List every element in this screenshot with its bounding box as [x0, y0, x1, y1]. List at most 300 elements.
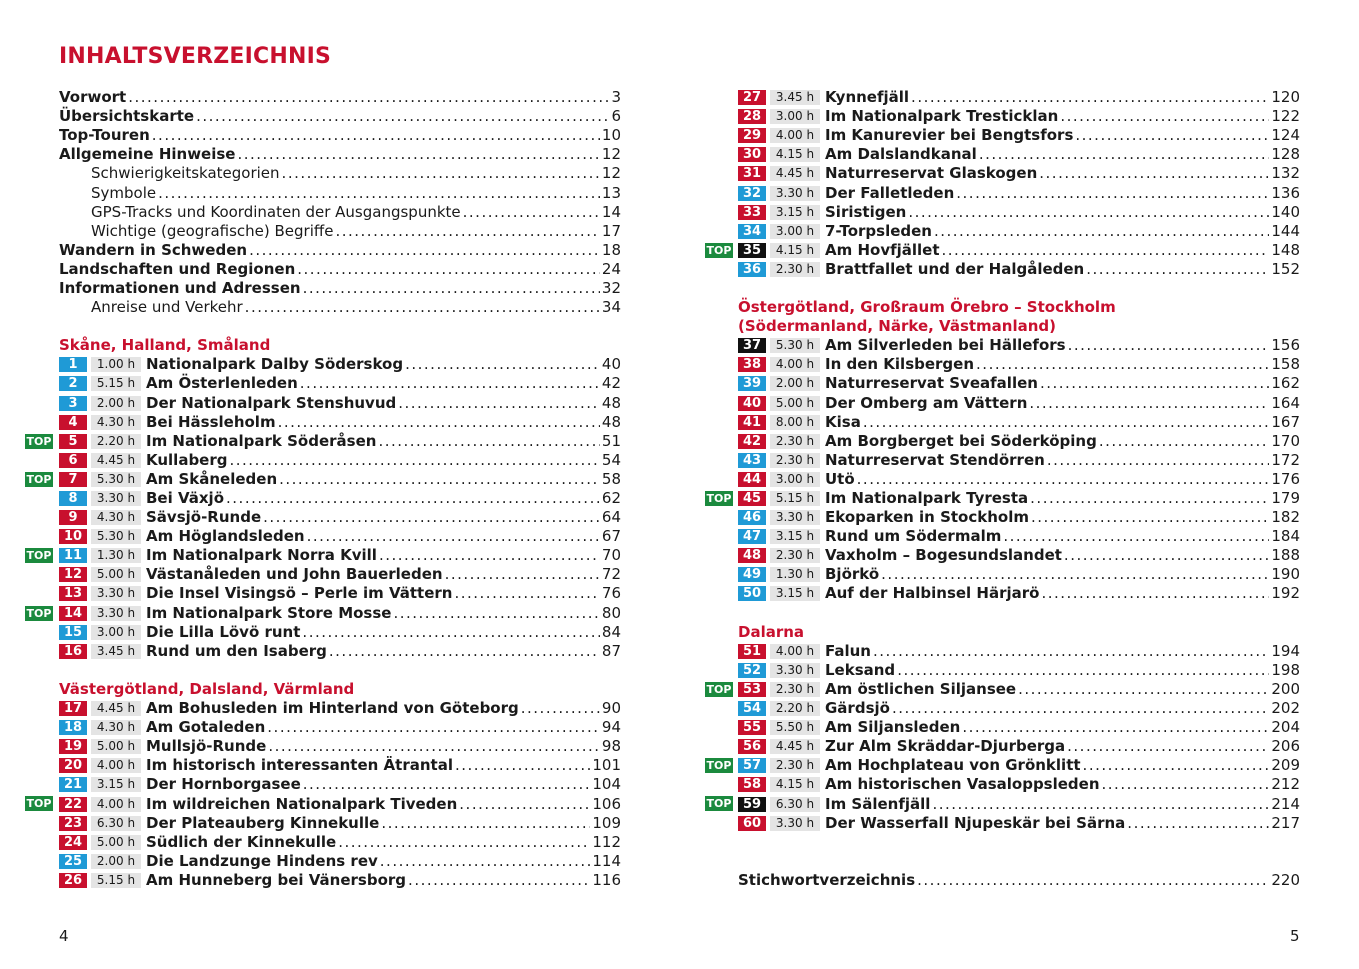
- tour-entry[interactable]: [59, 871, 621, 890]
- entry-page-number: 42: [601, 374, 621, 393]
- dot-leader: [282, 164, 600, 183]
- duration-badge: 5.30 h: [91, 529, 141, 544]
- entry-title: Im Nationalpark Tyresta: [825, 489, 1029, 508]
- duration-badge: 4.15 h: [770, 147, 820, 162]
- entry-title: Am Skåneleden: [146, 469, 278, 488]
- entry-page-number: 202: [1271, 699, 1300, 718]
- dot-leader: [268, 737, 600, 756]
- toc-entry[interactable]: [59, 145, 621, 164]
- tour-entry[interactable]: [738, 565, 1300, 584]
- top-tour-badge: TOP: [26, 606, 52, 620]
- tour-number-badge: 46: [738, 510, 766, 525]
- tour-entry[interactable]: [738, 546, 1300, 565]
- top-tour-badge: TOP: [26, 797, 52, 811]
- top-tour-badge: TOP: [706, 243, 732, 257]
- tour-entry[interactable]: [738, 164, 1300, 183]
- tour-entry[interactable]: [738, 413, 1300, 432]
- tour-entry[interactable]: [26, 431, 621, 451]
- duration-badge: 3.30 h: [91, 606, 141, 621]
- tour-number-badge: 39: [738, 376, 766, 391]
- duration-badge: 5.50 h: [770, 720, 820, 735]
- entry-title: Im Nationalpark Norra Kvill: [146, 546, 377, 565]
- tour-entry[interactable]: [738, 775, 1300, 794]
- tour-entry[interactable]: [738, 394, 1300, 413]
- dot-leader: [279, 470, 600, 489]
- dot-leader: [196, 107, 609, 126]
- tour-number-badge: 12: [59, 567, 87, 582]
- tour-number-badge: 37: [738, 338, 766, 353]
- entry-title: Am Borgberget bei Söderköping: [825, 431, 1097, 450]
- tour-entry[interactable]: [738, 145, 1300, 164]
- dot-leader: [278, 413, 600, 432]
- entry-page-number: 54: [601, 450, 621, 469]
- dot-leader: [979, 145, 1270, 164]
- entry-title: Landschaften und Regionen: [59, 259, 296, 278]
- dot-leader: [302, 623, 599, 642]
- dot-leader: [1003, 527, 1269, 546]
- dot-leader: [1067, 737, 1269, 756]
- tour-entry[interactable]: [738, 374, 1300, 393]
- entry-page-number: 98: [601, 737, 621, 756]
- tour-entry[interactable]: [738, 203, 1300, 222]
- tour-entry[interactable]: [59, 775, 621, 794]
- entry-title: Auf der Halbinsel Härjarö: [825, 584, 1040, 603]
- dot-leader: [911, 88, 1269, 107]
- section-gap: [738, 833, 1300, 852]
- toc-entry[interactable]: [59, 107, 621, 126]
- dot-leader: [521, 699, 600, 718]
- entry-title: 7-Torpsleden: [825, 221, 932, 240]
- tour-entry[interactable]: [59, 394, 621, 413]
- tour-number-badge: 42: [738, 434, 766, 449]
- dot-leader: [976, 355, 1269, 374]
- dot-leader: [249, 241, 600, 260]
- entry-title: Utö: [825, 469, 855, 488]
- tour-entry[interactable]: [706, 489, 1300, 508]
- entry-page-number: 58: [601, 469, 621, 488]
- duration-badge: 3.15 h: [770, 586, 820, 601]
- dot-leader: [398, 394, 600, 413]
- tour-entry[interactable]: [59, 565, 621, 584]
- tour-entry[interactable]: [738, 260, 1300, 279]
- duration-badge: 4.30 h: [91, 510, 141, 525]
- toc-entry[interactable]: [59, 88, 621, 107]
- section-gap: [59, 317, 621, 336]
- duration-badge: 2.30 h: [770, 548, 820, 563]
- tour-number-badge: 11: [59, 548, 87, 563]
- entry-title: Symbole: [91, 183, 157, 202]
- entry-page-number: 17: [601, 221, 621, 240]
- entry-title: Am Hochplateau von Grönklitt: [825, 756, 1081, 775]
- tour-number-badge: 47: [738, 529, 766, 544]
- entry-page-number: 104: [592, 775, 621, 794]
- entry-page-number: 179: [1271, 489, 1300, 508]
- tour-entry[interactable]: [59, 718, 621, 737]
- entry-title: Bei Hässleholm: [146, 412, 276, 431]
- entry-page-number: 176: [1271, 469, 1300, 488]
- duration-badge: 1.00 h: [91, 357, 141, 372]
- entry-title: Rund um Södermalm: [825, 527, 1002, 546]
- entry-title: Kisa: [825, 412, 861, 431]
- entry-page-number: 220: [1271, 870, 1300, 889]
- duration-badge: 4.15 h: [770, 243, 820, 258]
- entry-title: Wichtige (geografische) Begriffe: [91, 221, 334, 240]
- tour-entry[interactable]: [706, 794, 1300, 813]
- tour-entry[interactable]: [706, 756, 1300, 775]
- tour-entry[interactable]: [59, 737, 621, 756]
- entry-page-number: 3: [611, 88, 621, 107]
- entry-page-number: 62: [601, 489, 621, 508]
- tour-entry[interactable]: [26, 794, 621, 813]
- dot-leader: [158, 184, 600, 203]
- duration-badge: 2.00 h: [91, 854, 141, 869]
- entry-page-number: 32: [601, 278, 621, 297]
- entry-page-number: 12: [601, 145, 621, 164]
- entry-title: Am Höglandsleden: [146, 527, 305, 546]
- region-heading: Skåne, Halland, Småland: [59, 336, 271, 355]
- tour-entry[interactable]: [738, 451, 1300, 470]
- entry-page-number: 158: [1271, 355, 1300, 374]
- tour-entry[interactable]: [738, 183, 1300, 202]
- tour-number-badge: 35: [738, 243, 766, 258]
- dot-leader: [962, 718, 1269, 737]
- tour-entry[interactable]: [738, 584, 1300, 603]
- toc-entry[interactable]: [59, 222, 621, 241]
- top-tour-badge: TOP: [706, 797, 732, 811]
- toc-entry[interactable]: [59, 203, 621, 222]
- entry-title: Die Insel Visingsö – Perle im Vättern: [146, 584, 453, 603]
- entry-page-number: 140: [1271, 202, 1300, 221]
- entry-title: Leksand: [825, 660, 896, 679]
- duration-badge: 4.45 h: [770, 166, 820, 181]
- entry-title: Der Wasserfall Njupeskär bei Särna: [825, 813, 1126, 832]
- tour-entry[interactable]: [59, 852, 621, 871]
- duration-badge: 4.00 h: [770, 357, 820, 372]
- entry-title: Am Hovfjället: [825, 240, 940, 259]
- toc-entry[interactable]: [59, 298, 621, 317]
- tour-entry[interactable]: [738, 508, 1300, 527]
- entry-page-number: 84: [601, 622, 621, 641]
- entry-page-number: 204: [1271, 718, 1300, 737]
- dot-leader: [263, 508, 600, 527]
- duration-badge: 4.00 h: [91, 797, 141, 812]
- tour-number-badge: 26: [59, 873, 87, 888]
- entry-page-number: 12: [601, 164, 621, 183]
- duration-badge: 3.30 h: [770, 186, 820, 201]
- tour-entry[interactable]: [706, 240, 1300, 260]
- entry-page-number: 200: [1271, 679, 1300, 698]
- dot-leader: [1127, 814, 1269, 833]
- toc-entry[interactable]: [59, 183, 621, 202]
- tour-number-badge: 36: [738, 262, 766, 277]
- duration-badge: 5.15 h: [770, 491, 820, 506]
- duration-badge: 5.30 h: [770, 338, 820, 353]
- duration-badge: 4.30 h: [91, 415, 141, 430]
- tour-entry[interactable]: [59, 508, 621, 527]
- entry-title: Vaxholm – Bogesundslandet: [825, 546, 1062, 565]
- tour-entry[interactable]: [706, 679, 1300, 699]
- entry-page-number: 167: [1271, 412, 1300, 431]
- tour-entry[interactable]: [738, 88, 1300, 107]
- tour-number-badge: 31: [738, 166, 766, 181]
- tour-number-badge: 15: [59, 625, 87, 640]
- tour-number-badge: 52: [738, 663, 766, 678]
- dot-leader: [393, 604, 599, 623]
- dot-leader: [863, 413, 1270, 432]
- entry-title: Björkö: [825, 565, 880, 584]
- tour-number-badge: 45: [738, 491, 766, 506]
- dot-leader: [897, 661, 1269, 680]
- dot-leader: [934, 222, 1269, 241]
- dot-leader: [1099, 432, 1270, 451]
- dot-leader: [1047, 451, 1270, 470]
- duration-badge: 6.30 h: [770, 797, 820, 812]
- duration-badge: 3.45 h: [91, 644, 141, 659]
- dot-leader: [303, 775, 591, 794]
- duration-badge: 5.00 h: [91, 567, 141, 582]
- tour-entry[interactable]: [26, 603, 621, 623]
- entry-page-number: 190: [1271, 565, 1300, 584]
- entry-title: Am Österlenleden: [146, 374, 298, 393]
- duration-badge: 4.45 h: [770, 739, 820, 754]
- entry-page-number: 48: [601, 393, 621, 412]
- entry-page-number: 6: [611, 107, 621, 126]
- dot-leader: [405, 355, 600, 374]
- entry-title: Am Bohusleden im Hinterland von Göteborg: [146, 699, 519, 718]
- entry-title: Am Dalslandkanal: [825, 145, 977, 164]
- entry-title: Rund um den Isaberg: [146, 641, 327, 660]
- tour-number-badge: 19: [59, 739, 87, 754]
- dot-leader: [1075, 126, 1269, 145]
- tour-entry[interactable]: [738, 699, 1300, 718]
- entry-title: Bei Växjö: [146, 489, 225, 508]
- dot-leader: [1102, 775, 1270, 794]
- entry-title: Vorwort: [59, 88, 127, 107]
- toc-entry[interactable]: [59, 164, 621, 183]
- entry-page-number: 206: [1271, 737, 1300, 756]
- toc-entry[interactable]: [59, 126, 621, 145]
- tour-entry[interactable]: [26, 469, 621, 489]
- entry-page-number: 194: [1271, 641, 1300, 660]
- entry-page-number: 124: [1271, 126, 1300, 145]
- dot-leader: [1029, 394, 1269, 413]
- duration-badge: 3.30 h: [91, 586, 141, 601]
- entry-title: In den Kilsbergen: [825, 355, 975, 374]
- entry-title: Allgemeine Hinweise: [59, 145, 236, 164]
- entry-page-number: 164: [1271, 393, 1300, 412]
- entry-page-number: 162: [1271, 374, 1300, 393]
- entry-title: Naturreservat Stendörren: [825, 450, 1045, 469]
- tour-entry[interactable]: [738, 222, 1300, 241]
- tour-entry[interactable]: [738, 642, 1300, 661]
- region-heading: Dalarna: [738, 622, 805, 641]
- entry-title: Wandern in Schweden: [59, 240, 248, 259]
- entry-page-number: 106: [592, 794, 621, 813]
- tour-entry[interactable]: [59, 756, 621, 775]
- entry-title: Der Omberg am Vättern: [825, 393, 1028, 412]
- entry-title: Mullsjö-Runde: [146, 737, 267, 756]
- duration-badge: 3.30 h: [91, 491, 141, 506]
- duration-badge: 3.15 h: [770, 205, 820, 220]
- duration-badge: 2.30 h: [770, 758, 820, 773]
- entry-title: Am östlichen Siljansee: [825, 679, 1017, 698]
- entry-page-number: 112: [592, 832, 621, 851]
- entry-page-number: 101: [592, 756, 621, 775]
- tour-entry[interactable]: [59, 584, 621, 603]
- tour-entry[interactable]: [738, 814, 1300, 833]
- section-gap: [59, 661, 621, 680]
- entry-title: Kynnefjäll: [825, 88, 910, 107]
- dot-leader: [1031, 508, 1269, 527]
- toc-entry[interactable]: [59, 260, 621, 279]
- dot-leader: [1060, 107, 1269, 126]
- dot-leader: [237, 145, 599, 164]
- entry-page-number: 120: [1271, 88, 1300, 107]
- tour-number-badge: 49: [738, 567, 766, 582]
- tour-entry[interactable]: [59, 355, 621, 374]
- tour-entry[interactable]: [738, 737, 1300, 756]
- dot-leader: [892, 699, 1269, 718]
- tour-number-badge: 6: [59, 453, 87, 468]
- entry-page-number: 136: [1271, 183, 1300, 202]
- duration-badge: 5.00 h: [91, 739, 141, 754]
- entry-title: Top-Touren: [59, 126, 150, 145]
- duration-badge: 3.15 h: [91, 777, 141, 792]
- entry-title: Gärdsjö: [825, 699, 890, 718]
- entry-page-number: 132: [1271, 164, 1300, 183]
- tour-entry[interactable]: [738, 355, 1300, 374]
- entry-page-number: 192: [1271, 584, 1300, 603]
- duration-badge: 5.15 h: [91, 873, 141, 888]
- tour-number-badge: 27: [738, 90, 766, 105]
- tour-number-badge: 29: [738, 128, 766, 143]
- entry-title: Am Siljansleden: [825, 718, 961, 737]
- dot-leader: [297, 260, 600, 279]
- tour-number-badge: 44: [738, 472, 766, 487]
- entry-page-number: 34: [601, 298, 621, 317]
- tour-number-badge: 1: [59, 357, 87, 372]
- tour-entry[interactable]: [738, 527, 1300, 546]
- tour-number-badge: 53: [738, 682, 766, 697]
- tour-number-badge: 54: [738, 701, 766, 716]
- toc-right-column: [706, 88, 1300, 890]
- page-number-right: 5: [1290, 927, 1300, 945]
- tour-entry[interactable]: [59, 489, 621, 508]
- dot-leader: [857, 470, 1270, 489]
- entry-page-number: 109: [592, 813, 621, 832]
- entry-page-number: 184: [1271, 527, 1300, 546]
- tour-entry[interactable]: [59, 413, 621, 432]
- dot-leader: [1040, 374, 1269, 393]
- entry-page-number: 209: [1271, 756, 1300, 775]
- entry-title: Sävsjö-Runde: [146, 508, 262, 527]
- duration-badge: 2.30 h: [770, 682, 820, 697]
- dot-leader: [307, 527, 600, 546]
- tour-number-badge: 8: [59, 491, 87, 506]
- dot-leader: [379, 546, 600, 565]
- dot-leader: [445, 565, 600, 584]
- entry-page-number: 116: [592, 870, 621, 889]
- section-gap: [738, 852, 1300, 871]
- tour-number-badge: 18: [59, 720, 87, 735]
- duration-badge: 4.00 h: [770, 644, 820, 659]
- region-heading: Östergötland, Großraum Örebro – Stockholm: [738, 298, 1116, 317]
- tour-entry[interactable]: [59, 374, 621, 393]
- entry-title: Am Hunneberg bei Vänersborg: [146, 870, 407, 889]
- dot-leader: [230, 451, 600, 470]
- entry-page-number: 172: [1271, 450, 1300, 469]
- entry-title: Im Kanurevier bei Bengtsfors: [825, 126, 1074, 145]
- tour-entry[interactable]: [738, 126, 1300, 145]
- dot-leader: [1064, 546, 1269, 565]
- entry-page-number: 70: [601, 546, 621, 565]
- tour-entry[interactable]: [59, 527, 621, 546]
- tour-entry[interactable]: [738, 336, 1300, 355]
- top-tour-badge: TOP: [26, 549, 52, 563]
- entry-title: Im Sälenfjäll: [825, 794, 931, 813]
- tour-entry[interactable]: [738, 718, 1300, 737]
- tour-entry[interactable]: [59, 814, 621, 833]
- tour-number-badge: 10: [59, 529, 87, 544]
- toc-entry[interactable]: [59, 279, 621, 298]
- duration-badge: 3.00 h: [770, 472, 820, 487]
- tour-entry[interactable]: [738, 661, 1300, 680]
- duration-badge: 3.00 h: [91, 625, 141, 640]
- entry-title: Der Nationalpark Stenshuvud: [146, 393, 397, 412]
- entry-title: Falun: [825, 641, 871, 660]
- entry-title: Im Nationalpark Söderåsen: [146, 431, 377, 450]
- entry-page-number: 67: [601, 527, 621, 546]
- tour-entry[interactable]: [738, 470, 1300, 489]
- tour-number-badge: 24: [59, 835, 87, 850]
- dot-leader: [942, 241, 1270, 260]
- dot-leader: [128, 88, 609, 107]
- entry-title: Südlich der Kinnekulle: [146, 832, 337, 851]
- tour-entry[interactable]: [59, 623, 621, 642]
- tour-number-badge: 13: [59, 586, 87, 601]
- dot-leader: [378, 432, 599, 451]
- entry-title: Am Gotaleden: [146, 718, 266, 737]
- top-tour-badge: TOP: [706, 682, 732, 696]
- tour-number-badge: 14: [59, 606, 87, 621]
- duration-badge: 4.00 h: [91, 758, 141, 773]
- duration-badge: 3.30 h: [770, 663, 820, 678]
- dot-leader: [1039, 164, 1269, 183]
- dot-leader: [329, 642, 600, 661]
- toc-entry[interactable]: [59, 241, 621, 260]
- duration-badge: 1.30 h: [770, 567, 820, 582]
- duration-badge: 2.20 h: [91, 434, 141, 449]
- entry-title: Ekoparken in Stockholm: [825, 508, 1029, 527]
- tour-entry[interactable]: [738, 432, 1300, 451]
- tour-number-badge: 56: [738, 739, 766, 754]
- entry-page-number: 148: [1271, 240, 1300, 259]
- tour-entry[interactable]: [59, 451, 621, 470]
- top-tour-badge: TOP: [706, 759, 732, 773]
- entry-title: Västanåleden und John Bauerleden: [146, 565, 443, 584]
- tour-entry[interactable]: [738, 107, 1300, 126]
- tour-entry[interactable]: [59, 642, 621, 661]
- tour-entry[interactable]: [26, 546, 621, 565]
- toc-entry[interactable]: [738, 871, 1300, 890]
- tour-entry[interactable]: [59, 833, 621, 852]
- tour-entry[interactable]: [59, 699, 621, 718]
- duration-badge: 3.00 h: [770, 224, 820, 239]
- entry-title: Der Plateauberg Kinnekulle: [146, 813, 380, 832]
- dot-leader: [1018, 680, 1269, 699]
- duration-badge: 1.30 h: [91, 548, 141, 563]
- entry-title: Stichwortverzeichnis: [738, 870, 916, 889]
